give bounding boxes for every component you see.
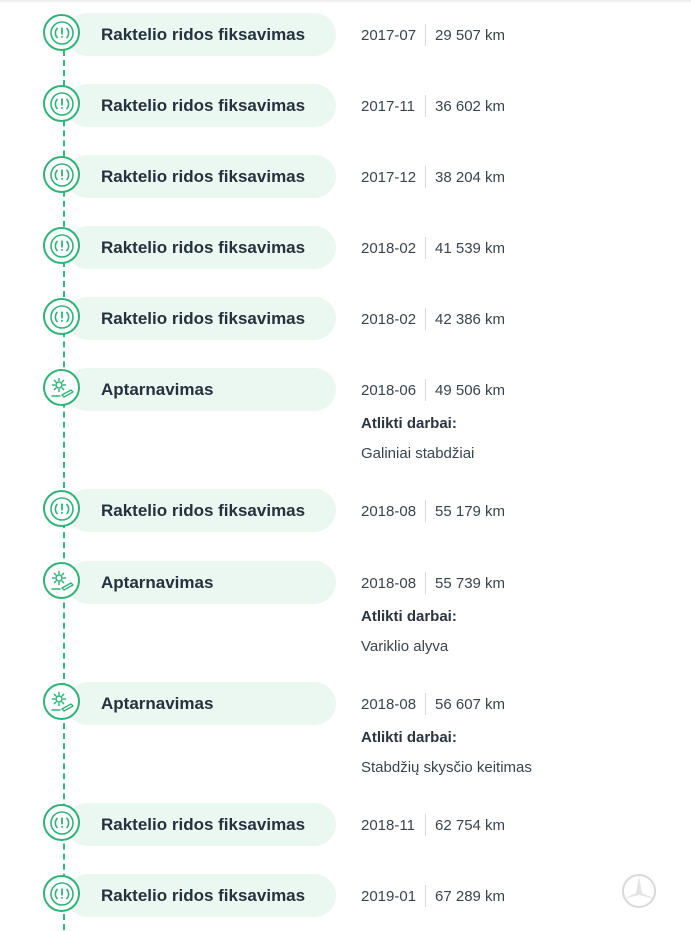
entry-title: Aptarnavimas bbox=[101, 694, 214, 713]
date-mileage-divider bbox=[425, 24, 426, 46]
entry-icon-badge bbox=[43, 227, 80, 264]
key-mileage-icon bbox=[49, 810, 75, 836]
date-mileage-divider bbox=[425, 237, 426, 259]
entry-icon-badge bbox=[43, 804, 80, 841]
entry-icon-badge bbox=[43, 683, 80, 720]
key-mileage-icon bbox=[49, 91, 75, 117]
entry-title: Aptarnavimas bbox=[101, 380, 214, 399]
service-wrench-icon bbox=[49, 689, 75, 715]
entry-icon-badge bbox=[43, 562, 80, 599]
works-item: Stabdžių skysčio keitimas bbox=[361, 759, 532, 776]
key-mileage-icon bbox=[49, 162, 75, 188]
entry-icon-badge bbox=[43, 875, 80, 912]
works-item: Galiniai stabdžiai bbox=[361, 445, 475, 462]
key-mileage-icon bbox=[49, 881, 75, 907]
entry-title: Aptarnavimas bbox=[101, 573, 214, 592]
entry-date: 2017-07 bbox=[361, 27, 417, 44]
entry-title: Raktelio ridos fiksavimas bbox=[101, 96, 306, 115]
works-label: Atlikti darbai: bbox=[361, 729, 457, 746]
entry-date: 2018-02 bbox=[361, 240, 417, 257]
entry-date: 2019-01 bbox=[361, 888, 417, 905]
header-shadow bbox=[0, 0, 691, 4]
entry-mileage: 62 754 km bbox=[435, 817, 506, 834]
entry-icon-badge bbox=[43, 298, 80, 335]
entry-title: Raktelio ridos fiksavimas bbox=[101, 309, 306, 328]
entry-icon-badge bbox=[43, 156, 80, 193]
entry-date: 2018-08 bbox=[361, 575, 417, 592]
entry-title: Raktelio ridos fiksavimas bbox=[101, 238, 306, 257]
key-mileage-icon bbox=[49, 233, 75, 259]
entry-date: 2017-12 bbox=[361, 169, 417, 186]
works-label: Atlikti darbai: bbox=[361, 608, 457, 625]
entry-icon-badge bbox=[43, 85, 80, 122]
entry-title: Raktelio ridos fiksavimas bbox=[101, 25, 306, 44]
entry-mileage: 55 739 km bbox=[435, 575, 506, 592]
date-mileage-divider bbox=[425, 693, 426, 715]
entry-date: 2018-08 bbox=[361, 696, 417, 713]
date-mileage-divider bbox=[425, 379, 426, 401]
date-mileage-divider bbox=[425, 166, 426, 188]
entry-mileage: 42 386 km bbox=[435, 311, 506, 328]
entry-icon-badge bbox=[43, 369, 80, 406]
entry-mileage: 38 204 km bbox=[435, 169, 506, 186]
entry-date: 2017-11 bbox=[361, 98, 415, 115]
key-mileage-icon bbox=[49, 20, 75, 46]
works-item: Variklio alyva bbox=[361, 638, 449, 655]
entry-mileage: 36 602 km bbox=[435, 98, 506, 115]
service-wrench-icon bbox=[49, 568, 75, 594]
brand-logo-icon bbox=[620, 872, 658, 910]
date-mileage-divider bbox=[425, 814, 426, 836]
service-wrench-icon bbox=[49, 375, 75, 401]
date-mileage-divider bbox=[425, 500, 426, 522]
entry-date: 2018-08 bbox=[361, 503, 417, 520]
key-mileage-icon bbox=[49, 304, 75, 330]
entry-mileage: 41 539 km bbox=[435, 240, 506, 257]
entry-title: Raktelio ridos fiksavimas bbox=[101, 886, 306, 905]
date-mileage-divider bbox=[425, 885, 426, 907]
entry-date: 2018-02 bbox=[361, 311, 417, 328]
date-mileage-divider bbox=[425, 95, 426, 117]
entry-title: Raktelio ridos fiksavimas bbox=[101, 815, 306, 834]
entry-icon-badge bbox=[43, 490, 80, 527]
entry-mileage: 49 506 km bbox=[435, 382, 506, 399]
entry-date: 2018-11 bbox=[361, 817, 415, 834]
entry-mileage: 56 607 km bbox=[435, 696, 506, 713]
date-mileage-divider bbox=[425, 308, 426, 330]
date-mileage-divider bbox=[425, 572, 426, 594]
works-label: Atlikti darbai: bbox=[361, 415, 457, 432]
entry-mileage: 67 289 km bbox=[435, 888, 506, 905]
entry-mileage: 29 507 km bbox=[435, 27, 506, 44]
entry-icon-badge bbox=[43, 14, 80, 51]
entry-title: Raktelio ridos fiksavimas bbox=[101, 167, 306, 186]
entry-date: 2018-06 bbox=[361, 382, 417, 399]
entry-title: Raktelio ridos fiksavimas bbox=[101, 501, 306, 520]
key-mileage-icon bbox=[49, 496, 75, 522]
entry-mileage: 55 179 km bbox=[435, 503, 506, 520]
